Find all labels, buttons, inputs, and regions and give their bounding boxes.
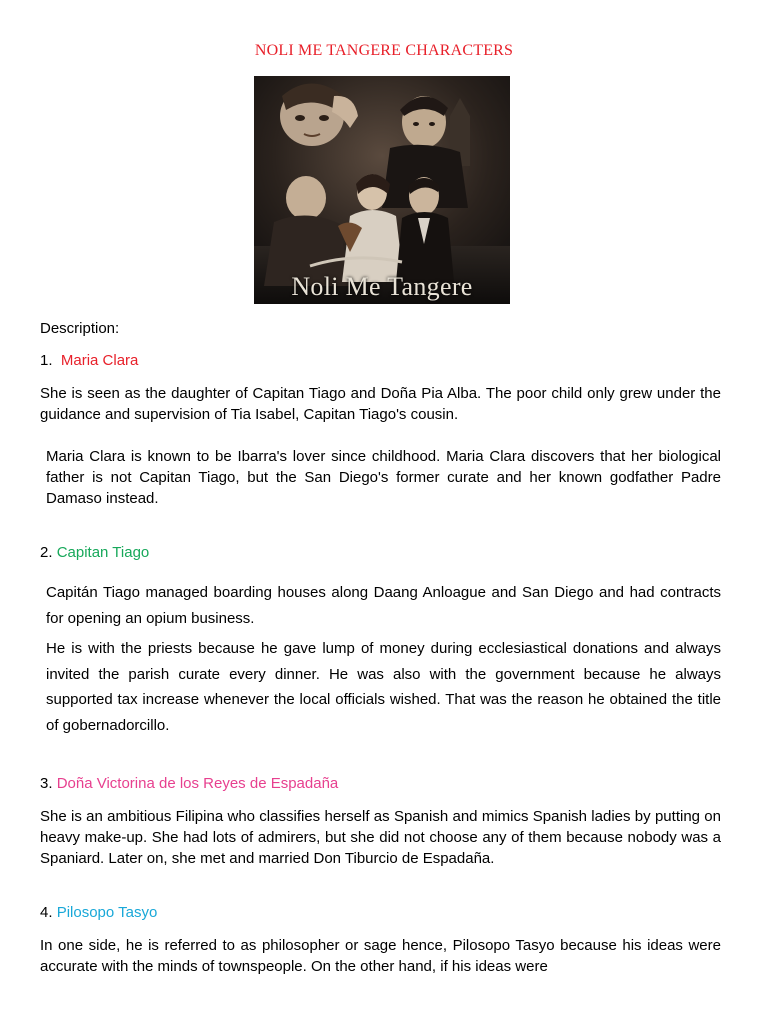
character-heading-1 (40, 350, 721, 371)
character-heading-2 (40, 542, 721, 563)
cover-illustration (254, 76, 510, 304)
character-name-dona-victorina: Doña Victorina de los Reyes de Espadaña (56, 775, 339, 792)
document-title: NOLI ME TANGERE CHARACTERS (254, 42, 514, 59)
character-3-paragraph-1: She is an ambitious Filipina who classifies herself as Spanish and mimics Spanish ladies by putting on heavy make-up. She had lots of admirers, but she did not choose any of them because nobody was a Spaniard. Later on, she met and married Don Tiburcio de Espadaña. (40, 808, 721, 867)
character-name-pilosopo-tasyo: Pilosopo Tasyo (56, 904, 158, 921)
character-number: 2. (40, 544, 53, 561)
cover-image (254, 76, 510, 304)
character-1-paragraph-2: Maria Clara is known to be Ibarra's lover since childhood. Maria Clara discovers that her biological father is not Capitan Tiago, but the San Diego's former curate and her known godfather Padre Damaso instead. (46, 448, 721, 507)
character-2-paragraph-2: He is with the priests because he gave lump of money during ecclesiastical donations and always invited the parish curate every dinner. He was also with the government because he always supported tax increase whenever the local officials wished. That was the reason he obtained the title of gobernadorcillo. (46, 640, 721, 734)
character-number: 4. (40, 904, 53, 921)
character-name-maria-clara: Maria Clara (60, 352, 139, 369)
character-number: 1. (40, 352, 53, 369)
character-4-paragraph-1: In one side, he is referred to as philosopher or sage hence, Pilosopo Tasyo because his ideas were accurate with the minds of townspeople. On the other hand, if his ideas were (40, 937, 721, 975)
character-2-paragraph-1: Capitán Tiago managed boarding houses along Daang Anloague and San Diego and had contracts for opening an opium business. (46, 584, 721, 627)
description-label: Description: (40, 320, 120, 337)
character-1-paragraph-1: She is seen as the daughter of Capitan Tiago and Doña Pia Alba. The poor child only grew under the guidance and supervision of Tia Isabel, Capitan Tiago's cousin. (40, 385, 721, 423)
cover-title-text: Noli Me Tangere (291, 272, 473, 301)
character-name-capitan-tiago: Capitan Tiago (56, 544, 150, 561)
character-heading-3 (40, 773, 721, 794)
character-heading-4 (40, 902, 721, 923)
character-number: 3. (40, 775, 53, 792)
